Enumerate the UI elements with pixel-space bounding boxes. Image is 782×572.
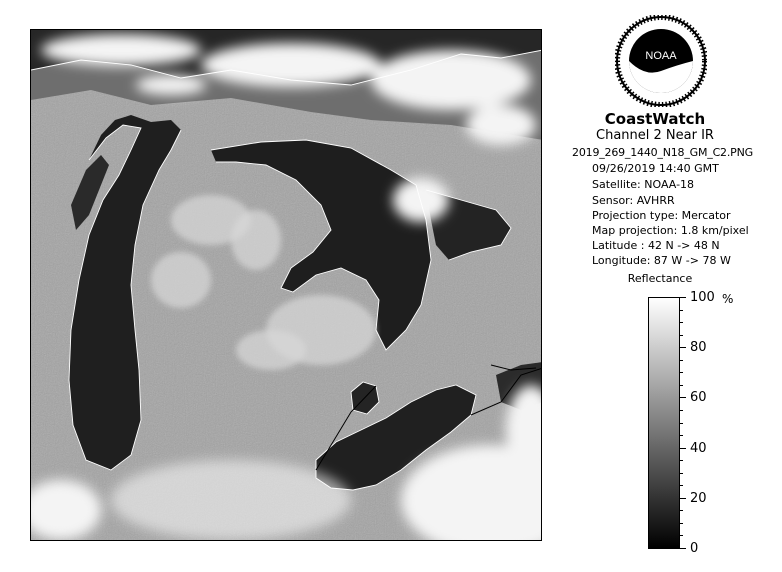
file-name: 2019_269_1440_N18_GM_C2.PNG — [572, 146, 753, 159]
colorbar-tick-mark — [680, 548, 686, 549]
colorbar-tick-label: 0 — [690, 541, 699, 556]
reflectance-colorbar — [648, 297, 680, 549]
colorbar-minor-tick — [680, 535, 683, 536]
colorbar-minor-tick — [680, 485, 683, 486]
colorbar-minor-tick — [680, 510, 683, 511]
colorbar-minor-tick — [680, 523, 683, 524]
colorbar-tick-label: 80 — [690, 340, 707, 356]
noaa-logo — [615, 15, 707, 107]
colorbar-minor-tick — [680, 310, 683, 311]
colorbar-minor-tick — [680, 473, 683, 474]
colorbar-tick-mark — [680, 498, 686, 499]
colorbar-tick-label: 60 — [690, 390, 707, 406]
colorbar-unit: % — [722, 292, 734, 306]
channel-label: Channel 2 Near IR — [596, 128, 714, 143]
colorbar-tick-mark — [680, 397, 686, 398]
product-title: CoastWatch — [604, 110, 706, 128]
noaa-logo-text: NOAA — [645, 50, 677, 62]
latitude-info: Latitude : 42 N -> 48 N — [592, 239, 720, 252]
satellite-image — [30, 29, 542, 541]
colorbar-minor-tick — [680, 460, 683, 461]
satellite-info: Satellite: NOAA-18 — [592, 178, 695, 191]
colorbar-minor-tick — [680, 360, 683, 361]
colorbar-minor-tick — [680, 423, 683, 424]
colorbar-minor-tick — [680, 385, 683, 386]
longitude-info: Longitude: 87 W -> 78 W — [592, 254, 731, 267]
colorbar-minor-tick — [680, 322, 683, 323]
colorbar-tick-mark — [680, 448, 686, 449]
colorbar-tick-label: 100 — [690, 290, 715, 305]
colorbar-minor-tick — [680, 372, 683, 373]
colorbar-title: Reflectance — [627, 272, 693, 285]
colorbar-minor-tick — [680, 335, 683, 336]
projection-type-info: Projection type: Mercator — [592, 209, 731, 222]
date-time: 09/26/2019 14:40 GMT — [592, 162, 719, 175]
colorbar-tick-label: 20 — [690, 490, 707, 506]
colorbar-minor-tick — [680, 410, 683, 411]
colorbar-tick-mark — [680, 347, 686, 348]
colorbar-minor-tick — [680, 435, 683, 436]
map-projection-info: Map projection: 1.8 km/pixel — [592, 224, 749, 237]
sensor-info: Sensor: AVHRR — [592, 194, 675, 207]
colorbar-tick-label: 40 — [690, 440, 707, 456]
colorbar-tick-mark — [680, 297, 686, 298]
